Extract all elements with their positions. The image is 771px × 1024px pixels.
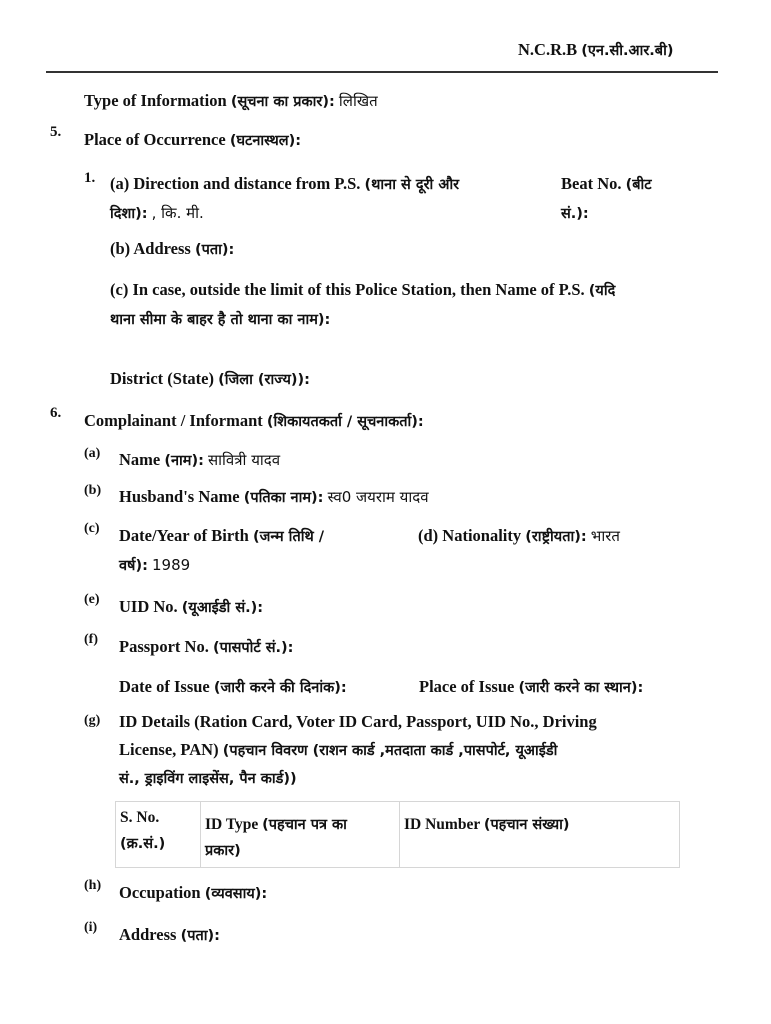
occurrence-address-label-hindi: (पता): — [194, 242, 235, 258]
uid-label-hindi: (यूआईडी सं.): — [181, 600, 264, 616]
dob-marker: (c) — [84, 521, 100, 536]
complainant-name-value: सावित्री यादव — [208, 451, 281, 469]
id-table-header-number — [400, 802, 680, 868]
date-of-issue-label-hindi: (जारी करने की दिनांक): — [213, 680, 347, 696]
id-table-header-type — [201, 802, 400, 868]
section-6-title — [84, 411, 424, 431]
header-org-hindi: (एन.सी.आर.बी) — [581, 43, 674, 59]
complainant-address-field — [119, 925, 220, 945]
section-6-title-hindi: (शिकायतकर्ता / सूचनाकर्ता): — [266, 414, 424, 430]
direction-distance-field — [110, 174, 459, 194]
dob-label: Date/Year of Birth — [119, 526, 249, 545]
district-state-field — [110, 369, 310, 389]
header-number-hindi: (पहचान संख्या) — [483, 817, 570, 833]
id-details-line2-en: License, PAN) — [119, 740, 219, 759]
complainant-name-label-hindi: (नाम): — [164, 453, 204, 469]
name-marker: (a) — [84, 446, 101, 461]
husband-marker: (b) — [84, 483, 102, 498]
district-label: District (State) — [110, 369, 214, 388]
nationality-field — [418, 526, 620, 546]
beat-number-field — [561, 174, 652, 194]
header-sno-en: S. No. — [120, 809, 160, 826]
section-5-title-hindi: (घटनास्थल): — [229, 133, 302, 149]
beat-label: Beat No. — [561, 174, 622, 193]
date-of-issue-field — [119, 677, 347, 697]
husband-name-value: स्व0 जयराम यादव — [327, 488, 429, 506]
header-type-hindi-2: प्रकार) — [205, 843, 241, 859]
type-of-information-label: Type of Information — [84, 91, 227, 110]
direction-value: , कि. मी. — [151, 204, 204, 222]
section-6-number: 6. — [50, 405, 62, 421]
header-type-hindi: (पहचान पत्र का — [262, 817, 347, 833]
dob-value: 1989 — [152, 556, 191, 574]
occurrence-address-field — [110, 239, 234, 259]
section-6-title-en: Complainant / Informant — [84, 411, 263, 430]
husband-name-field — [119, 487, 429, 507]
id-details-line3-hindi: सं., ड्राइविंग लाइसेंस, पैन कार्ड)) — [119, 771, 297, 787]
outside-ps-label-hindi-2: थाना सीमा के बाहर है तो थाना का नाम): — [110, 312, 331, 328]
husband-name-label-hindi: (पतिका नाम): — [243, 490, 324, 506]
occurrence-address-label: (b) Address — [110, 239, 191, 258]
direction-distance-line2 — [110, 203, 204, 223]
header-org: N.C.R.B — [518, 40, 578, 59]
beat-label-hindi-2: सं.): — [561, 206, 589, 222]
id-details-line2-hindi: (पहचान विवरण (राशन कार्ड ,मतदाता कार्ड ,पासपोर्ट, यूआईडी — [222, 743, 558, 759]
header-divider — [46, 71, 718, 73]
passport-label-hindi: (पासपोर्ट सं.): — [212, 640, 294, 656]
place-of-issue-field — [419, 677, 643, 697]
section-5-title-en: Place of Occurrence — [84, 130, 226, 149]
direction-label: (a) Direction and distance from P.S. — [110, 174, 361, 193]
passport-label: Passport No. — [119, 637, 209, 656]
occupation-label-hindi: (व्यवसाय): — [204, 886, 268, 902]
dob-label-hindi-2: वर्ष): — [119, 558, 148, 574]
occupation-marker: (h) — [84, 878, 102, 893]
outside-ps-field — [110, 280, 615, 300]
outside-ps-label: (c) In case, outside the limit of this Police Station, then Name of P.S. — [110, 280, 585, 299]
id-details-marker: (g) — [84, 713, 101, 728]
nationality-label: (d) Nationality — [418, 526, 522, 545]
nationality-value: भारत — [590, 527, 620, 545]
district-label-hindi: (जिला (राज्य)): — [218, 372, 310, 388]
type-of-information-label-hindi: (सूचना का प्रकार): — [230, 94, 335, 110]
section-5-number: 5. — [50, 124, 62, 140]
beat-number-line2 — [561, 203, 589, 223]
uid-marker: (e) — [84, 592, 100, 607]
type-of-information-value: लिखित — [338, 92, 378, 110]
header-type-en: ID Type — [205, 816, 259, 833]
section-5-title — [84, 130, 301, 150]
passport-marker: (f) — [84, 632, 98, 647]
uid-label: UID No. — [119, 597, 178, 616]
dob-label-hindi: (जन्म तिथि / — [252, 529, 325, 545]
uid-field — [119, 597, 263, 617]
direction-label-hindi: (थाना से दूरी और — [364, 177, 460, 193]
place-item-number: 1. — [84, 170, 96, 186]
outside-ps-label-hindi: (यदि — [588, 283, 616, 299]
beat-label-hindi: (बीट — [625, 177, 652, 193]
date-of-issue-label: Date of Issue — [119, 677, 210, 696]
address-marker: (i) — [84, 920, 98, 935]
complainant-name-label: Name — [119, 450, 161, 469]
passport-field — [119, 637, 293, 657]
place-of-issue-label-hindi: (जारी करने का स्थान): — [518, 680, 644, 696]
dob-field — [119, 526, 324, 546]
occupation-label: Occupation — [119, 883, 201, 902]
complainant-address-label: Address — [119, 925, 177, 944]
id-details-line1: ID Details (Ration Card, Voter ID Card, Passport, UID No., Driving — [119, 712, 597, 731]
dob-line2 — [119, 555, 190, 575]
complainant-name-field — [119, 450, 280, 470]
direction-label-hindi-2: दिशा): — [110, 206, 148, 222]
occupation-field — [119, 883, 267, 903]
id-table-header-sno — [116, 802, 201, 868]
id-details-line2 — [119, 740, 557, 760]
outside-ps-line2 — [110, 309, 330, 329]
husband-name-label: Husband's Name — [119, 487, 240, 506]
complainant-address-label-hindi: (पता): — [180, 928, 220, 944]
id-details-line3 — [119, 768, 297, 788]
nationality-label-hindi: (राष्ट्रीयता): — [525, 529, 587, 545]
id-details-table — [115, 801, 680, 868]
page-header — [518, 40, 673, 60]
header-number-en: ID Number — [404, 816, 480, 833]
type-of-information — [84, 91, 378, 111]
place-of-issue-label: Place of Issue — [419, 677, 515, 696]
header-sno-hindi: (क्र.सं.) — [120, 836, 166, 852]
id-table-header-row — [116, 802, 680, 868]
